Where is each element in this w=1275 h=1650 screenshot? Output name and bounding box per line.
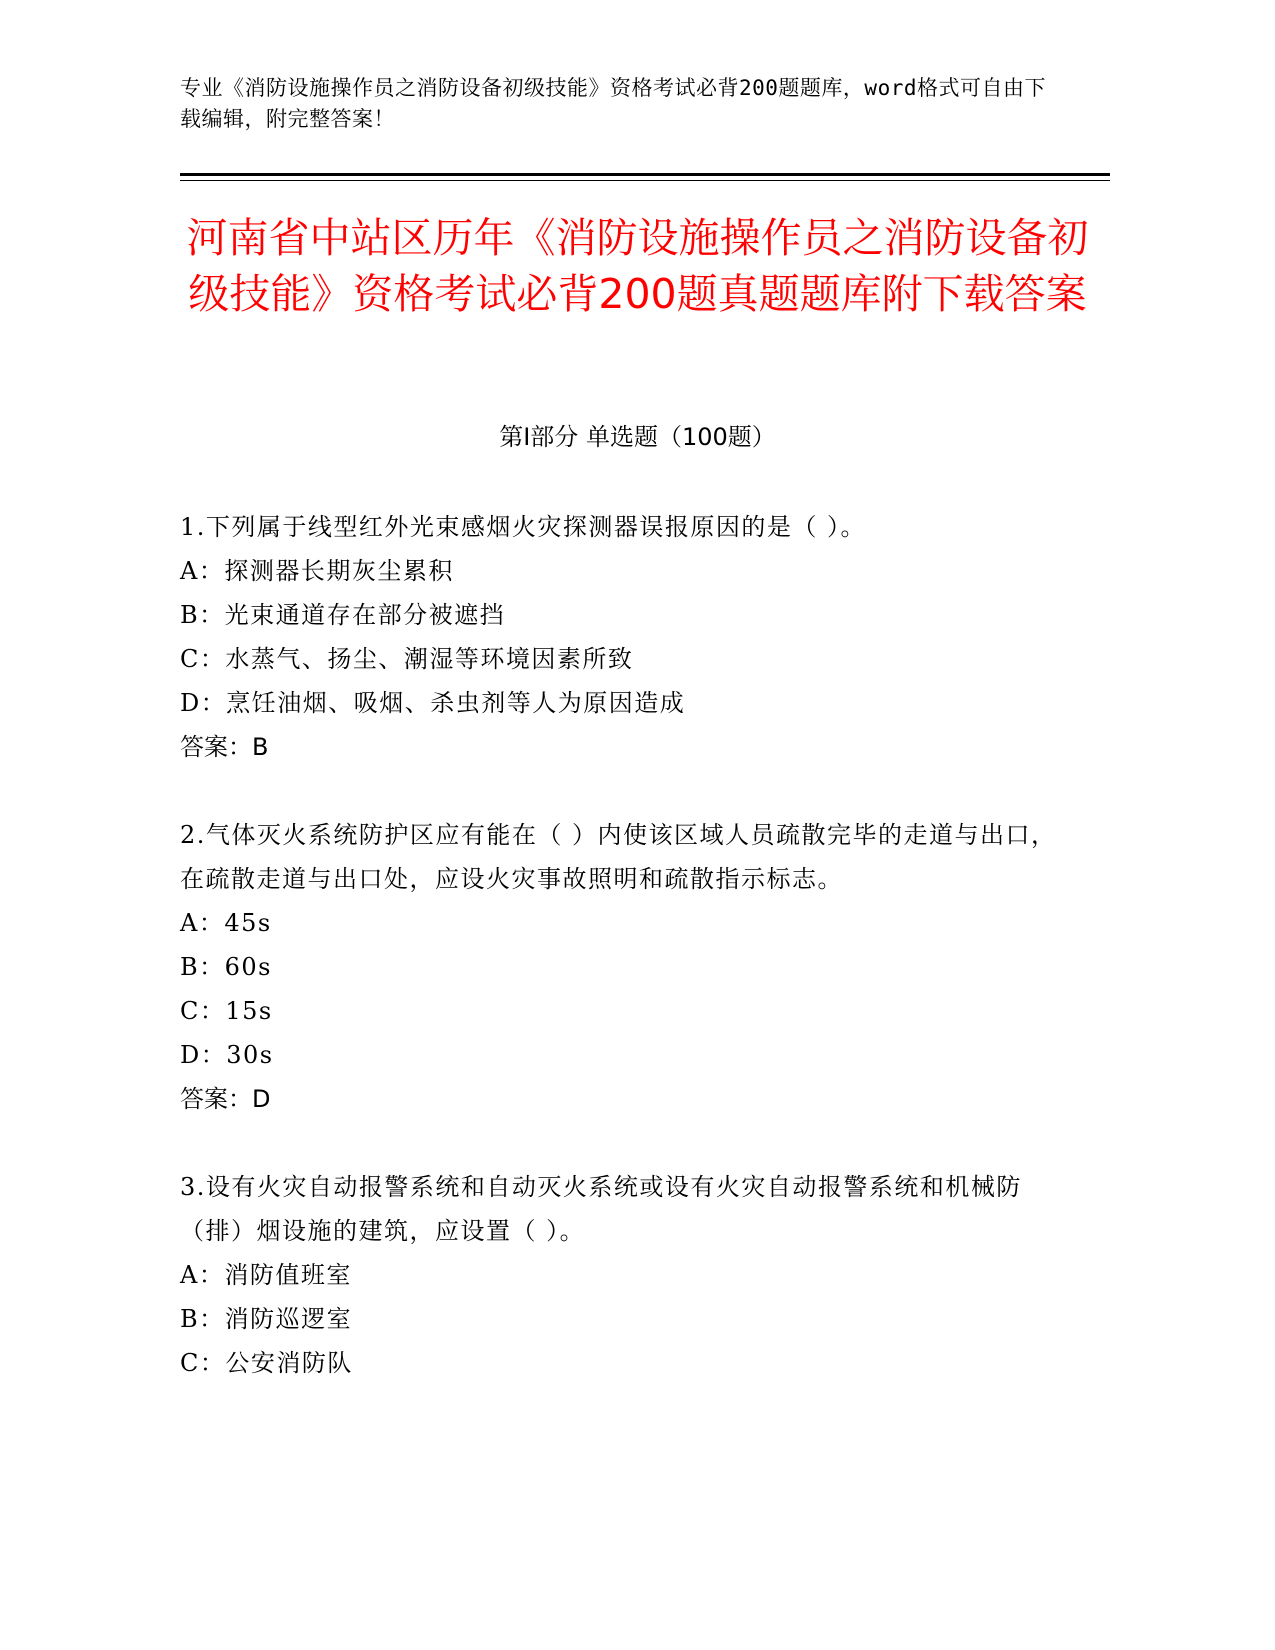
option-a: A：45s bbox=[180, 909, 272, 937]
question-3 bbox=[180, 1165, 1060, 1385]
option-c: C：水蒸气、扬尘、潮湿等环境因素所致 bbox=[180, 645, 634, 673]
option-c: C：15s bbox=[180, 997, 273, 1025]
option-a: A：探测器长期灰尘累积 bbox=[180, 557, 454, 585]
option-b: B：消防巡逻室 bbox=[180, 1305, 353, 1333]
section-title: 第Ⅰ部分 单选题（100题） bbox=[499, 423, 776, 451]
option-d: D：烹饪油烟、吸烟、杀虫剂等人为原因造成 bbox=[180, 689, 686, 717]
answer: 答案：D bbox=[180, 1085, 271, 1113]
answer: 答案：B bbox=[180, 733, 269, 761]
question-2 bbox=[180, 813, 1060, 1121]
option-b: B：60s bbox=[180, 953, 272, 981]
header-divider-thick bbox=[180, 173, 1110, 176]
option-d: D：30s bbox=[180, 1041, 274, 1069]
option-a: A：消防值班室 bbox=[180, 1261, 352, 1289]
option-c: C：公安消防队 bbox=[180, 1349, 353, 1377]
option-b: B：光束通道存在部分被遮挡 bbox=[180, 601, 506, 629]
question-stem: 2.气体灭火系统防护区应有能在（ ）内使该区域人员疏散完毕的走道与出口，在疏散走道与出口处，应设火灾事故照明和疏散指示标志。 bbox=[180, 821, 1057, 893]
document-title: 河南省中站区历年《消防设施操作员之消防设备初级技能》资格考试必背200题真题题库附下载答案 bbox=[186, 214, 1089, 318]
question-1 bbox=[180, 505, 1060, 769]
question-stem: 3.设有火灾自动报警系统和自动灭火系统或设有火灾自动报警系统和机械防（排）烟设施的建筑，应设置（ ）。 bbox=[180, 1173, 1022, 1245]
question-stem: 1.下列属于线型红外光束感烟火灾探测器误报原因的是（ ）。 bbox=[180, 513, 867, 541]
question-list bbox=[180, 505, 1060, 1429]
header-divider-thin bbox=[180, 180, 1110, 181]
header-note: 专业《消防设施操作员之消防设备初级技能》资格考试必背200题题库，word格式可自由下载编辑，附完整答案！ bbox=[180, 76, 1046, 131]
